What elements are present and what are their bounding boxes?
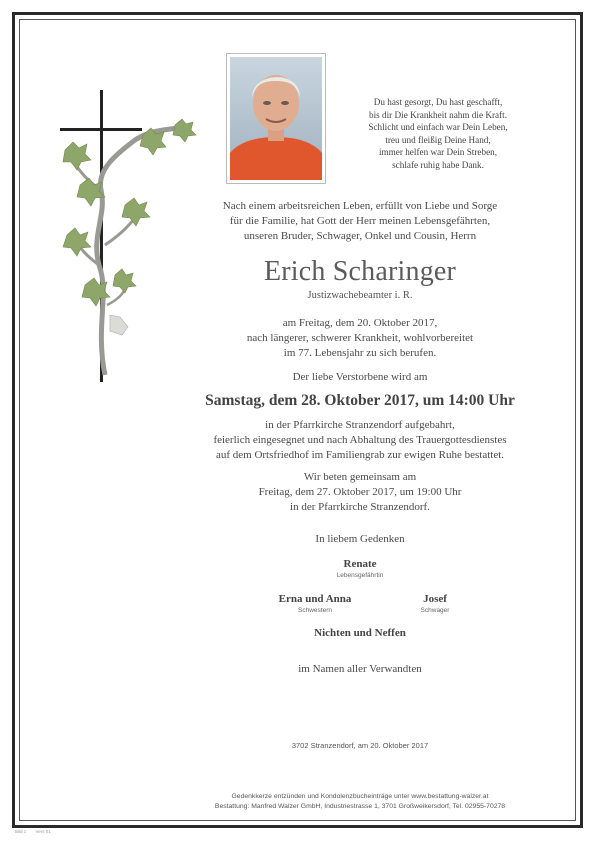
poem-line: bis dir Die Krankheit nahm die Kraft. (368, 109, 508, 120)
poem-line: Schlicht und einfach war Dein Leben, (368, 122, 508, 133)
death-notice-line: nach längerer, schwerer Krankheit, wohlvorbereitet (246, 332, 474, 344)
deceased-name: Erich Scharinger (263, 256, 457, 287)
deceased-title: Justizwachebeamter i. R. (307, 290, 413, 301)
footer (150, 792, 570, 812)
print-codes (15, 829, 59, 834)
death-notice-line: am Freitag, dem 20. Oktober 2017, (282, 317, 438, 329)
intro-line: unseren Bruder, Schwager, Onkel und Cousin, Herrn (243, 230, 477, 242)
prayer-line: Wir beten gemeinsam am (303, 471, 417, 483)
intro-line: Nach einem arbeitsreichen Leben, erfüllt von Liebe und Sorge (222, 200, 498, 212)
mourner-renate (150, 557, 570, 580)
funeral-details-line: auf dem Ortsfriedhof im Familiengrab zur ewigen Ruhe bestattet. (215, 449, 505, 461)
mourner-name: Erna und Anna (278, 593, 352, 605)
footer-line: Gedenkkerze entzünden und Kondolenzbucheinträge unter www.bestattung-walzer.at (231, 793, 489, 800)
funeral-details-line: feierlich eingesegnet und nach Abhaltung des Trauergottesdienstes (213, 434, 507, 446)
death-notice (150, 316, 570, 361)
mourner-josef (395, 592, 475, 615)
portrait-image (230, 57, 322, 180)
place-date: 3702 Stranzendorf, am 20. Oktober 2017 (291, 741, 429, 750)
mourner-role: Lebensgefährtin (336, 572, 384, 579)
mourner-nephews: Nichten und Neffen (314, 627, 406, 639)
prayer-line: Freitag, dem 27. Oktober 2017, um 19:00 Uhr (258, 486, 462, 498)
print-code: Vers 01 (35, 829, 51, 834)
funeral-details-line: in der Pfarrkirche Stranzendorf aufgebahrt, (265, 419, 455, 431)
mourner-role: Schwager (420, 607, 450, 614)
funeral-intro: Der liebe Verstorbene wird am (292, 371, 428, 383)
poem-line: schlafe ruhig habe Dank. (392, 159, 484, 170)
mourner-erna-anna (250, 592, 380, 615)
mourner-role: Schwestern (298, 607, 332, 614)
prayer-line: in der Pfarrkirche Stranzendorf. (290, 501, 430, 513)
portrait-photo (226, 53, 326, 184)
poem-line: Du hast gesorgt, Du hast geschafft, (373, 97, 503, 107)
relatives-line: im Namen aller Verwandten (298, 663, 422, 675)
poem-line: treu und fleißig Deine Hand, (385, 134, 491, 145)
mourner-name: Renate (343, 558, 377, 570)
in-memory-heading: In liebem Gedenken (315, 533, 405, 545)
prayer-notice (150, 470, 570, 515)
print-code: Bild 1 (15, 829, 27, 834)
intro-text (150, 199, 570, 244)
footer-line: Bestattung: Manfred Walzer GmbH, Industriestrasse 1, 3701 Großweikersdorf, Tel. 02955-70278 (214, 803, 506, 810)
funeral-details (150, 418, 570, 463)
funeral-date: Samstag, dem 28. Oktober 2017, um 14:00 Uhr (205, 392, 515, 409)
death-notice-line: im 77. Lebensjahr zu sich berufen. (283, 347, 437, 359)
memorial-poem (340, 96, 536, 172)
intro-line: für die Familie, hat Gott der Herr meinen Lebensgefährten, (229, 215, 491, 227)
mourner-name: Josef (423, 593, 447, 605)
poem-line: immer helfen war Dein Streben, (378, 147, 498, 158)
